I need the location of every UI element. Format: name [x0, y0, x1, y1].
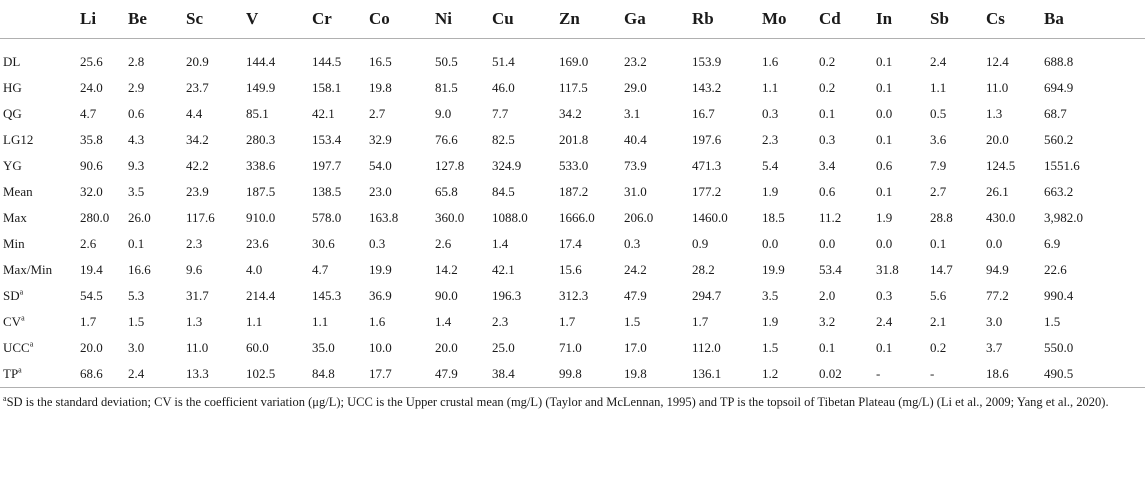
- table-cell: 54.0: [369, 158, 392, 173]
- table-cell: 25.6: [80, 54, 103, 69]
- table-cell: 77.2: [986, 288, 1009, 303]
- table-cell: 0.3: [876, 288, 893, 303]
- table-cell: 158.1: [312, 80, 342, 95]
- table-cell: 31.0: [624, 184, 647, 199]
- table-cell: 1.3: [186, 314, 203, 329]
- row-label-text: YG: [3, 158, 22, 173]
- table-cell: 169.0: [559, 54, 589, 69]
- table-cell: 4.0: [246, 262, 263, 277]
- table-row: [0, 127, 1145, 153]
- table-cell: 144.5: [312, 54, 342, 69]
- table-cell: 0.0: [819, 236, 836, 251]
- table-cell: 4.7: [80, 106, 97, 121]
- table-cell: 2.0: [819, 288, 836, 303]
- table-cell: 153.9: [692, 54, 722, 69]
- row-label-text: Mean: [3, 184, 33, 199]
- table-cell: 84.8: [312, 365, 335, 381]
- table-cell: 4.7: [312, 262, 329, 277]
- row-label: [0, 309, 80, 335]
- table-cell: 149.9: [246, 80, 276, 95]
- table-cell: 0.1: [819, 340, 836, 355]
- table-cell: 2.3: [186, 236, 203, 251]
- table-cell: 0.1: [819, 106, 836, 121]
- table-cell: 2.1: [930, 314, 947, 329]
- table-cell: 16.7: [692, 106, 715, 121]
- table-cell: 3.5: [128, 184, 145, 199]
- table-cell: 0.1: [876, 54, 893, 69]
- row-label: [0, 101, 80, 127]
- footnote-text: SD is the standard deviation; CV is the coefficient variation (μg/L); UCC is the Upper crustal mean (mg/L) (Taylor and McLennan, 1995) and TP is the topsoil of Tibetan Plateau (mg/L) (Li et al., 2009; Yang et al., 2020).: [6, 394, 1109, 409]
- table-cell: 24.0: [80, 80, 103, 95]
- table-cell: 280.0: [80, 210, 110, 225]
- column-header: Ba: [1044, 8, 1064, 28]
- table-cell: 5.3: [128, 288, 145, 303]
- table-cell: 1.9: [762, 314, 779, 329]
- table-cell: 35.0: [312, 340, 335, 355]
- table-row: [0, 153, 1145, 179]
- table-cell: 197.7: [312, 158, 342, 173]
- table-cell: 2.7: [369, 106, 386, 121]
- table-cell: 1.4: [435, 314, 452, 329]
- table-cell: 694.9: [1044, 80, 1074, 95]
- table-cell: 1.7: [559, 314, 576, 329]
- table-cell: 688.8: [1044, 54, 1074, 69]
- table-cell: 42.2: [186, 158, 209, 173]
- table-cell: 47.9: [435, 365, 458, 381]
- table-cell: 18.6: [986, 365, 1009, 381]
- row-label-footnote-marker: a: [18, 365, 22, 375]
- table-cell: 2.6: [80, 236, 97, 251]
- table-cell: 1.3: [986, 106, 1003, 121]
- table-cell: 0.3: [819, 132, 836, 147]
- table-cell: 28.8: [930, 210, 953, 225]
- table-cell: 11.2: [819, 210, 842, 225]
- row-label-text: Max/Min: [3, 262, 53, 277]
- table-cell: 144.4: [246, 54, 276, 69]
- row-label-text: SD: [3, 288, 20, 303]
- table-cell: 2.9: [128, 80, 145, 95]
- table-cell: 14.2: [435, 262, 458, 277]
- table-cell: 68.7: [1044, 106, 1067, 121]
- table-cell: 7.9: [930, 158, 947, 173]
- table-cell: 0.0: [876, 106, 893, 121]
- table-cell: 17.0: [624, 340, 647, 355]
- table-cell: 1666.0: [559, 210, 595, 225]
- table-cell: 20.0: [80, 340, 103, 355]
- table-cell: 38.4: [492, 365, 515, 381]
- table-cell: 4.4: [186, 106, 203, 121]
- column-header: Mo: [762, 8, 787, 28]
- table-cell: 187.2: [559, 184, 589, 199]
- row-label: [0, 75, 80, 101]
- table-cell: 3.0: [986, 314, 1003, 329]
- table-cell: 19.8: [369, 80, 392, 95]
- table-cell: 127.8: [435, 158, 465, 173]
- table-cell: 84.5: [492, 184, 515, 199]
- footnote-marker: a: [3, 393, 7, 403]
- table-cell: 360.0: [435, 210, 465, 225]
- table-cell: 9.0: [435, 106, 452, 121]
- table-cell: 19.8: [624, 365, 647, 381]
- table-cell: 0.2: [930, 340, 947, 355]
- column-header: Cr: [312, 8, 332, 28]
- table-cell: 0.1: [930, 236, 947, 251]
- row-label-footnote-marker: a: [29, 339, 34, 349]
- table-cell: 19.9: [369, 262, 392, 277]
- table-cell: 0.02: [819, 365, 842, 381]
- column-header: Rb: [692, 8, 714, 28]
- table-row: [0, 179, 1145, 205]
- column-header: Ga: [624, 8, 646, 28]
- table-cell: 124.5: [986, 158, 1016, 173]
- table-header-row: [0, 0, 1145, 38]
- table-cell: 990.4: [1044, 288, 1074, 303]
- table-cell: 40.4: [624, 132, 647, 147]
- table-cell: 28.2: [692, 262, 715, 277]
- table-cell: 153.4: [312, 132, 342, 147]
- table-cell: 145.3: [312, 288, 342, 303]
- column-header: Cs: [986, 8, 1005, 28]
- table-cell: 3.0: [128, 340, 145, 355]
- table-cell: 1.2: [762, 365, 779, 381]
- table-cell: 0.0: [986, 236, 1003, 251]
- table-cell: 90.0: [435, 288, 458, 303]
- table-cell: 533.0: [559, 158, 589, 173]
- table-cell: 0.3: [624, 236, 641, 251]
- table-cell: 25.0: [492, 340, 515, 355]
- table-cell: 16.6: [128, 262, 151, 277]
- table-cell: 54.5: [80, 288, 103, 303]
- column-header: In: [876, 8, 893, 28]
- table-cell: 1088.0: [492, 210, 528, 225]
- table-cell: 71.0: [559, 340, 582, 355]
- table-cell: 138.5: [312, 184, 342, 199]
- table-cell: 2.4: [128, 365, 145, 381]
- table-row: [0, 49, 1145, 75]
- row-label-text: HG: [3, 80, 22, 95]
- table-cell: 430.0: [986, 210, 1016, 225]
- table-cell: 20.9: [186, 54, 209, 69]
- header-corner-cell: [0, 0, 80, 38]
- table-cell: 663.2: [1044, 184, 1074, 199]
- table-cell: 76.6: [435, 132, 458, 147]
- table-cell: 0.1: [876, 340, 893, 355]
- table-cell: 0.5: [930, 106, 947, 121]
- table-cell: 50.5: [435, 54, 458, 69]
- table-row: [0, 283, 1145, 309]
- table-cell: 13.3: [186, 365, 209, 381]
- table-cell: 29.0: [624, 80, 647, 95]
- table-cell: 26.0: [128, 210, 151, 225]
- table-cell: 163.8: [369, 210, 399, 225]
- table-cell: 68.6: [80, 365, 103, 381]
- table-cell: 81.5: [435, 80, 458, 95]
- table-cell: 82.5: [492, 132, 515, 147]
- table-cell: 34.2: [559, 106, 582, 121]
- table-cell: 42.1: [492, 262, 515, 277]
- table-cell: 177.2: [692, 184, 722, 199]
- table-cell: 51.4: [492, 54, 515, 69]
- table-cell: 31.7: [186, 288, 209, 303]
- table-cell: 1.9: [876, 210, 893, 225]
- table-cell: 73.9: [624, 158, 647, 173]
- table-cell: 197.6: [692, 132, 722, 147]
- table-cell: 15.6: [559, 262, 582, 277]
- column-header: Cd: [819, 8, 841, 28]
- table-cell: 5.4: [762, 158, 779, 173]
- table-cell: 20.0: [435, 340, 458, 355]
- row-label: [0, 153, 80, 179]
- table-row: [0, 101, 1145, 127]
- table-cell: 24.2: [624, 262, 647, 277]
- table-cell: 0.6: [819, 184, 836, 199]
- table-cell: 60.0: [246, 340, 269, 355]
- table-cell: 2.3: [762, 132, 779, 147]
- table-row: [0, 309, 1145, 335]
- table-cell: 99.8: [559, 365, 582, 381]
- column-header: Co: [369, 8, 390, 28]
- table-cell: 42.1: [312, 106, 335, 121]
- table-cell: 1.6: [762, 54, 779, 69]
- table-cell: 16.5: [369, 54, 392, 69]
- table-row: [0, 361, 1145, 387]
- table-cell: 34.2: [186, 132, 209, 147]
- table-cell: 36.9: [369, 288, 392, 303]
- table-cell: -: [930, 365, 935, 381]
- table-cell: 14.7: [930, 262, 953, 277]
- table-cell: 1.6: [369, 314, 386, 329]
- table-cell: 338.6: [246, 158, 276, 173]
- row-label-text: UCC: [3, 340, 30, 355]
- row-label-text: Min: [3, 236, 25, 251]
- row-label: [0, 127, 80, 153]
- row-label-text: QG: [3, 106, 22, 121]
- table-cell: 94.9: [986, 262, 1009, 277]
- table-cell: 201.8: [559, 132, 589, 147]
- table-cell: 294.7: [692, 288, 722, 303]
- row-label-text: LG12: [3, 132, 34, 147]
- table-cell: 1.5: [1044, 314, 1061, 329]
- table-cell: 1.1: [312, 314, 329, 329]
- table-cell: 206.0: [624, 210, 654, 225]
- table-row: [0, 257, 1145, 283]
- table-cell: 19.4: [80, 262, 103, 277]
- table-cell: 3.5: [762, 288, 779, 303]
- table-cell: 1460.0: [692, 210, 728, 225]
- table-cell: 0.1: [876, 184, 893, 199]
- column-header: Li: [80, 8, 97, 28]
- table-cell: 214.4: [246, 288, 276, 303]
- table-cell: 47.9: [624, 288, 647, 303]
- table-cell: 11.0: [986, 80, 1009, 95]
- table-row: [0, 75, 1145, 101]
- row-label: [0, 179, 80, 205]
- column-header: Cu: [492, 8, 514, 28]
- table-cell: 2.4: [876, 314, 893, 329]
- table-cell: 1.1: [930, 80, 947, 95]
- table-cell: 0.2: [819, 80, 836, 95]
- table-cell: 18.5: [762, 210, 785, 225]
- table-cell: 550.0: [1044, 340, 1074, 355]
- table-cell: 85.1: [246, 106, 269, 121]
- table-cell: 22.6: [1044, 262, 1067, 277]
- table-cell: 65.8: [435, 184, 458, 199]
- table-cell: 23.2: [624, 54, 647, 69]
- table-cell: 112.0: [692, 340, 721, 355]
- table-cell: 1.7: [80, 314, 97, 329]
- table-cell: 10.0: [369, 340, 392, 355]
- table-cell: 0.1: [876, 132, 893, 147]
- column-header: Be: [128, 8, 147, 28]
- table-cell: 1.5: [128, 314, 145, 329]
- row-label: [0, 49, 80, 75]
- table-cell: 1551.6: [1044, 158, 1080, 173]
- table-cell: 3,982.0: [1044, 210, 1083, 225]
- table-cell: 187.5: [246, 184, 276, 199]
- table-cell: 117.5: [559, 80, 588, 95]
- table-cell: 23.6: [246, 236, 269, 251]
- table-cell: 1.4: [492, 236, 509, 251]
- table-row: [0, 205, 1145, 231]
- table-cell: 1.5: [624, 314, 641, 329]
- table-spacer-row: [0, 38, 1145, 49]
- table-cell: 19.9: [762, 262, 785, 277]
- table-cell: 280.3: [246, 132, 276, 147]
- table-cell: 1.9: [762, 184, 779, 199]
- table-cell: 0.3: [369, 236, 386, 251]
- table-body: [0, 38, 1145, 387]
- table-cell: 2.4: [930, 54, 947, 69]
- table-cell: 46.0: [492, 80, 515, 95]
- table-cell: 196.3: [492, 288, 522, 303]
- row-label-footnote-marker: a: [19, 287, 24, 297]
- table-cell: 471.3: [692, 158, 722, 173]
- table-cell: 3.6: [930, 132, 947, 147]
- table-cell: 26.1: [986, 184, 1009, 199]
- table-cell: 2.6: [435, 236, 452, 251]
- column-header: Sc: [186, 8, 203, 28]
- table-cell: 490.5: [1044, 365, 1074, 381]
- table-cell: 0.6: [128, 106, 145, 121]
- table-cell: -: [876, 365, 881, 381]
- table-cell: 0.1: [128, 236, 145, 251]
- table-cell: 32.0: [80, 184, 103, 199]
- table-cell: 1.5: [762, 340, 779, 355]
- table-cell: 6.9: [1044, 236, 1061, 251]
- table-cell: 0.0: [876, 236, 893, 251]
- table-cell: 3.1: [624, 106, 641, 121]
- row-label: [0, 257, 80, 283]
- row-label-text: CV: [3, 314, 22, 329]
- row-label: [0, 205, 80, 231]
- table-cell: 0.6: [876, 158, 893, 173]
- table-cell: 2.7: [930, 184, 947, 199]
- table-footnote: [0, 388, 1145, 412]
- row-label: [0, 231, 80, 257]
- table-cell: 1.7: [692, 314, 709, 329]
- column-header: V: [246, 8, 259, 28]
- table-cell: 2.3: [492, 314, 509, 329]
- table-cell: 7.7: [492, 106, 509, 121]
- row-label: [0, 283, 80, 309]
- table-cell: 3.4: [819, 158, 836, 173]
- table-row: [0, 231, 1145, 257]
- row-label-text: TP: [3, 365, 19, 381]
- table-cell: 0.3: [762, 106, 779, 121]
- row-label-footnote-marker: a: [21, 313, 25, 323]
- table-cell: 117.6: [186, 210, 215, 225]
- table-cell: 1.1: [762, 80, 779, 95]
- table-cell: 12.4: [986, 54, 1009, 69]
- table-cell: 11.0: [186, 340, 209, 355]
- table-cell: 0.2: [819, 54, 836, 69]
- table-cell: 9.6: [186, 262, 203, 277]
- table-cell: 30.6: [312, 236, 335, 251]
- table-cell: 102.5: [246, 365, 276, 381]
- table-cell: 5.6: [930, 288, 947, 303]
- column-header: Ni: [435, 8, 452, 28]
- table-cell: 17.4: [559, 236, 582, 251]
- table-cell: 23.7: [186, 80, 209, 95]
- column-header: Zn: [559, 8, 580, 28]
- table-cell: 20.0: [986, 132, 1009, 147]
- table-cell: 1.1: [246, 314, 263, 329]
- table-cell: 9.3: [128, 158, 145, 173]
- row-label-text: Max: [3, 210, 27, 225]
- table-cell: 143.2: [692, 80, 722, 95]
- table-cell: 324.9: [492, 158, 522, 173]
- table-cell: 3.7: [986, 340, 1003, 355]
- table-cell: 23.0: [369, 184, 392, 199]
- table-cell: 578.0: [312, 210, 342, 225]
- table-cell: 0.9: [692, 236, 709, 251]
- table-cell: 23.9: [186, 184, 209, 199]
- table-cell: 312.3: [559, 288, 589, 303]
- table-cell: 136.1: [692, 365, 722, 381]
- table-cell: 90.6: [80, 158, 103, 173]
- table-cell: 17.7: [369, 365, 392, 381]
- table-cell: 560.2: [1044, 132, 1074, 147]
- table-cell: 3.2: [819, 314, 836, 329]
- table-cell: 2.8: [128, 54, 145, 69]
- table-cell: 0.0: [762, 236, 779, 251]
- table-cell: 35.8: [80, 132, 103, 147]
- table-cell: 4.3: [128, 132, 145, 147]
- table-cell: 32.9: [369, 132, 392, 147]
- table-cell: 0.1: [876, 80, 893, 95]
- row-label: [0, 335, 80, 361]
- table-cell: 910.0: [246, 210, 276, 225]
- column-header: Sb: [930, 8, 949, 28]
- table-cell: 53.4: [819, 262, 842, 277]
- row-label: [0, 361, 80, 387]
- row-label-text: DL: [3, 54, 21, 69]
- table-row: [0, 335, 1145, 361]
- table-cell: 31.8: [876, 262, 899, 277]
